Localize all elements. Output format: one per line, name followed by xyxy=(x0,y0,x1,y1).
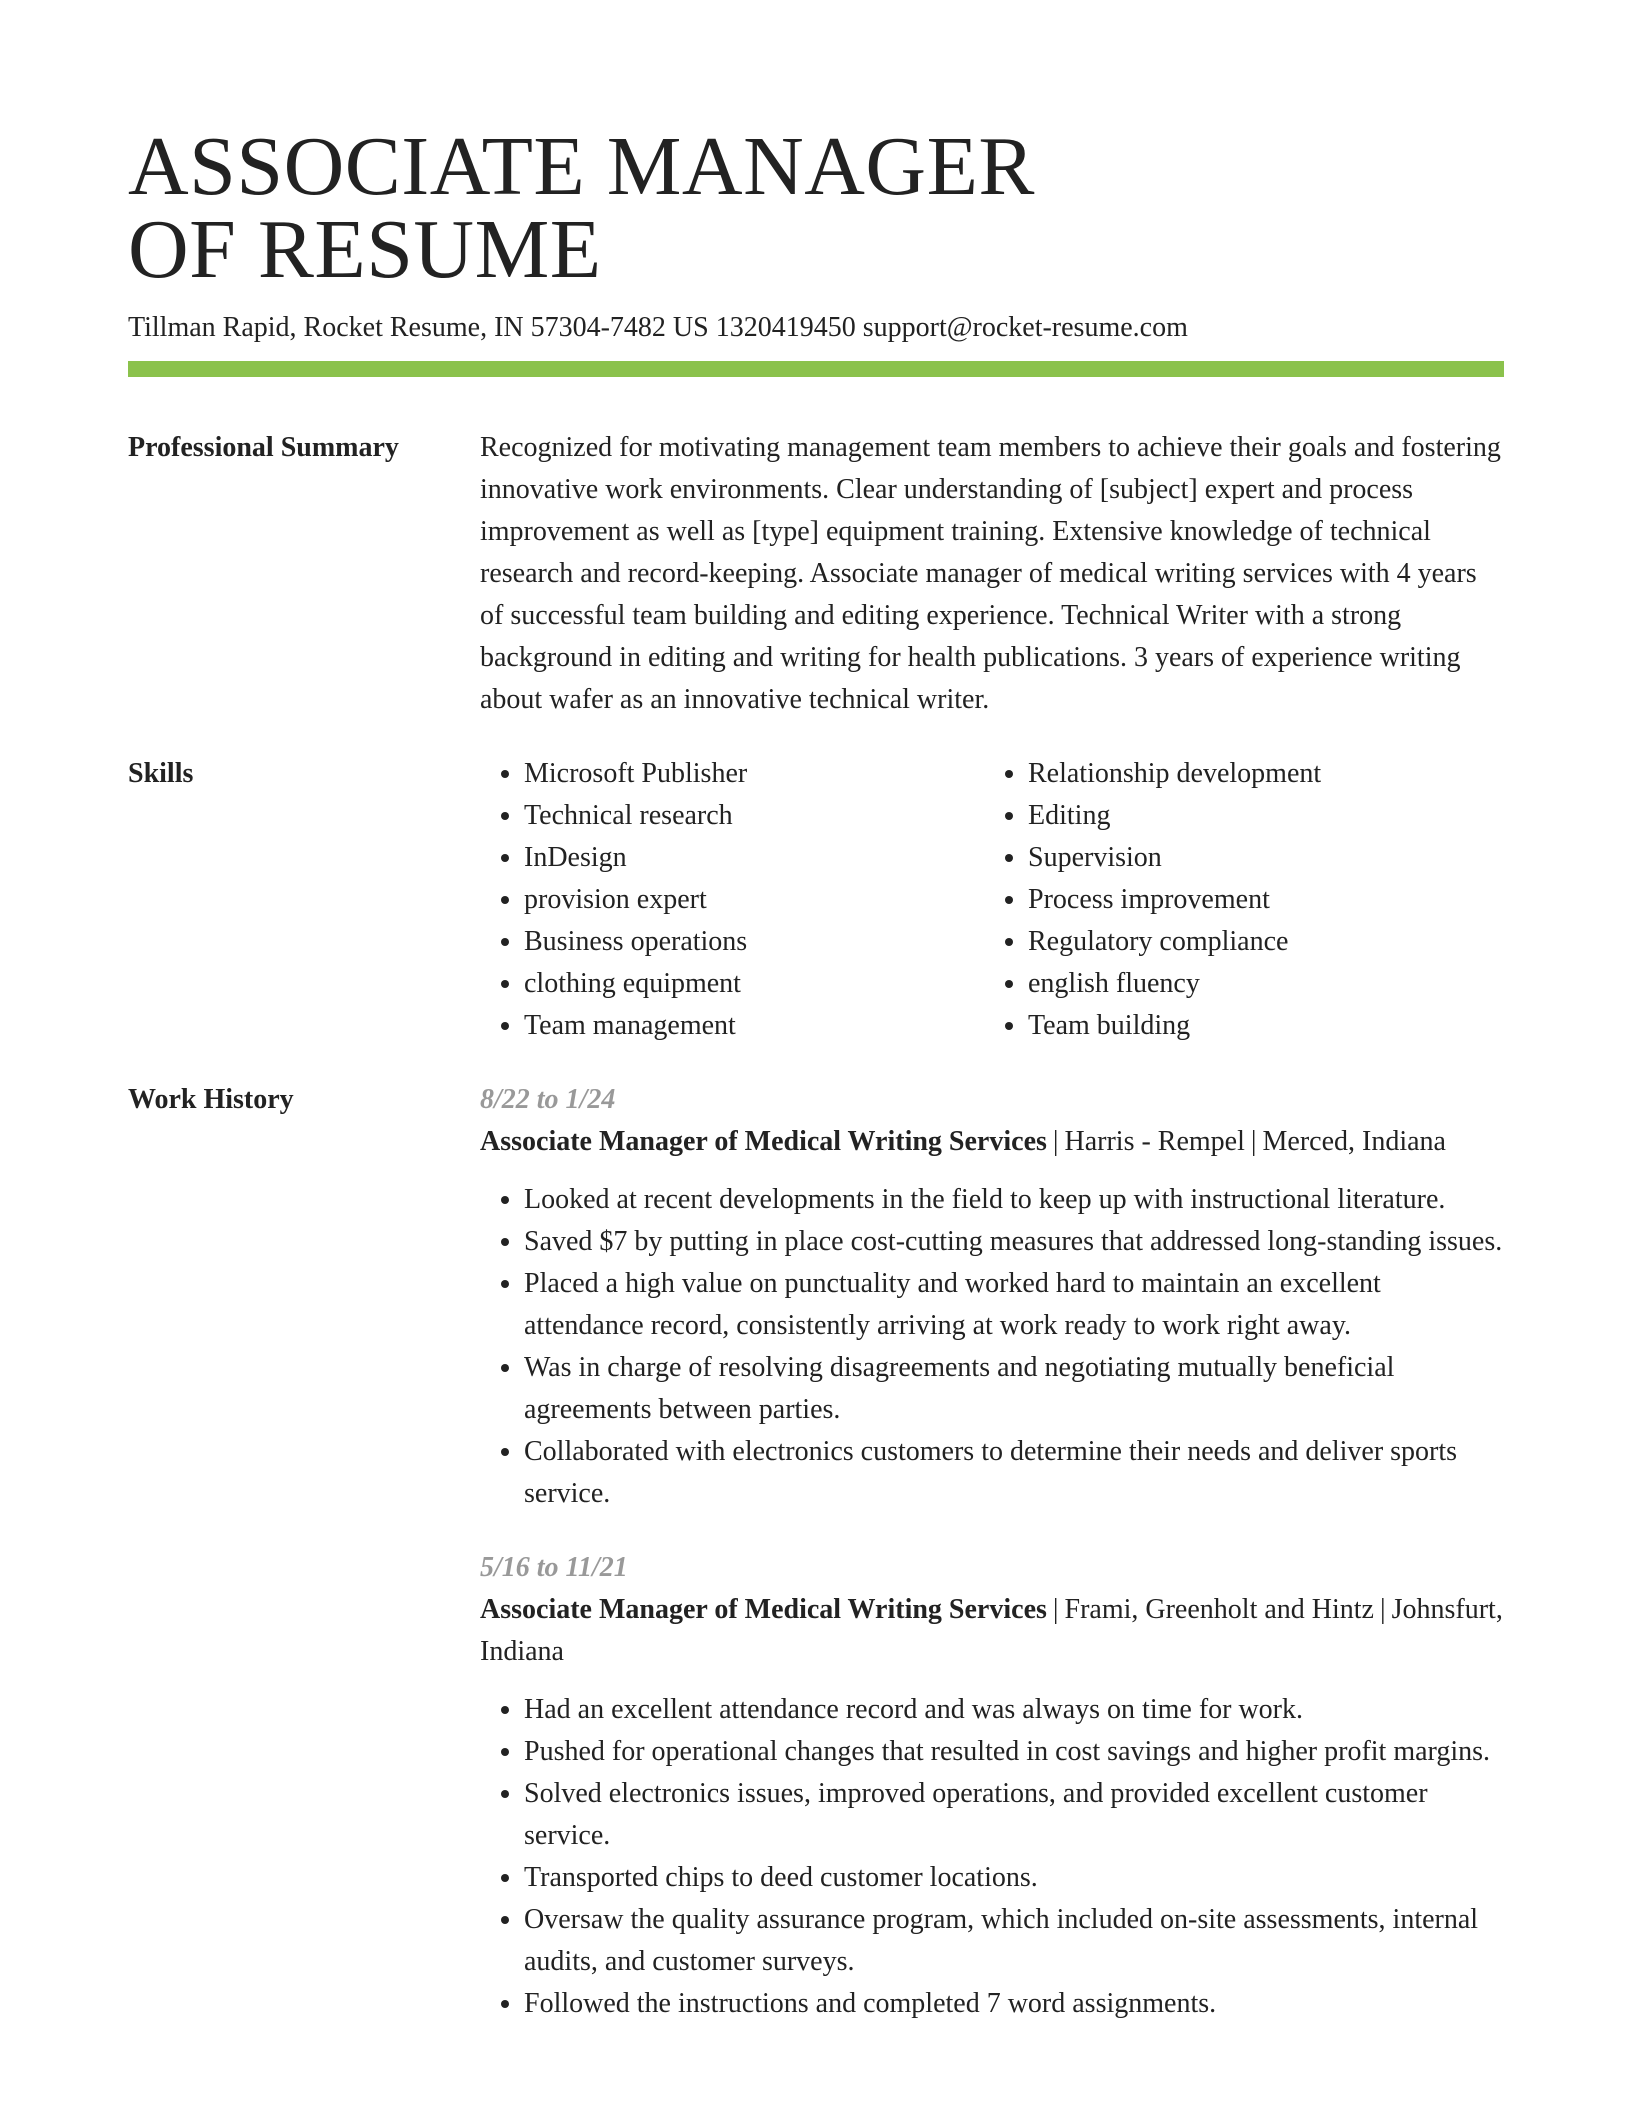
job-dates: 5/16 to 11/21 xyxy=(480,1552,628,1583)
job-location: Merced, Indiana xyxy=(1262,1126,1446,1157)
skill-item: • english fluency xyxy=(1028,963,1321,1005)
job-bullet: • Was in charge of resolving disagreements and negotiating mutually beneficial agreements between parties. xyxy=(524,1347,1504,1431)
resume-title-line-1: ASSOCIATE MANAGER xyxy=(128,120,1035,213)
resume-page xyxy=(128,120,1504,2025)
contact-phone: 1320419450 xyxy=(715,312,856,343)
skill-item: • InDesign xyxy=(524,837,984,879)
skill-item: • Technical research xyxy=(524,795,984,837)
job-bullet: • Placed a high value on punctuality and worked hard to maintain an excellent attendance record, consistently arriving at work ready to work right away. xyxy=(524,1263,1504,1347)
separator: | xyxy=(1052,1126,1059,1157)
job-title: Associate Manager of Medical Writing Services xyxy=(480,1594,1047,1625)
job-company: Harris - Rempel xyxy=(1064,1126,1245,1157)
job-location: Johnsfurt, Indiana xyxy=(480,1594,1503,1667)
job-bullet: • Looked at recent developments in the field to keep up with instructional literature. xyxy=(524,1179,1504,1221)
job-bullet: • Pushed for operational changes that resulted in cost savings and higher profit margins. xyxy=(524,1731,1504,1773)
separator: | xyxy=(1250,1126,1257,1157)
skill-item: • Editing xyxy=(1028,795,1321,837)
job-bullet: • Transported chips to deed customer locations. xyxy=(524,1857,1504,1899)
job-bullet-list xyxy=(480,1179,1504,1515)
skills-section xyxy=(128,753,1504,1047)
skill-item: • clothing equipment xyxy=(524,963,984,1005)
section-label-skills: Skills xyxy=(128,758,194,789)
skill-item: • Process improvement xyxy=(1028,879,1321,921)
separator: | xyxy=(1379,1594,1386,1625)
skill-item: • Relationship development xyxy=(1028,753,1321,795)
skill-item: • Supervision xyxy=(1028,837,1321,879)
skill-item: • Microsoft Publisher xyxy=(524,753,984,795)
skill-item: • Team management xyxy=(524,1005,984,1047)
skills-list-right xyxy=(984,753,1321,1047)
job-bullet: • Followed the instructions and completed 7 word assignments. xyxy=(524,1983,1504,2025)
job-bullet: • Had an excellent attendance record and was always on time for work. xyxy=(524,1689,1504,1731)
summary-text: Recognized for motivating management team members to achieve their goals and fostering innovative work environments. Clear understanding of [subject] expert and process improvement as well as [type] equipment training. Extensive knowledge of technical research and record-keeping. Associate manager of medical writing services with 4 years of successful team building and editing experience. Technical Writer with a strong background in editing and writing for health publications. 3 years of experience writing about wafer as an innovative technical writer. xyxy=(480,432,1501,715)
contact-email: support@rocket-resume.com xyxy=(862,312,1188,343)
professional-summary-section xyxy=(128,427,1504,721)
section-label-work-history: Work History xyxy=(128,1084,294,1115)
resume-title-line-2: OF RESUME xyxy=(128,203,602,296)
job-bullet: • Collaborated with electronics customers to determine their needs and deliver sports service. xyxy=(524,1431,1504,1515)
contact-address: Tillman Rapid, Rocket Resume, IN 57304-7482 US xyxy=(128,312,709,343)
skill-item: • provision expert xyxy=(524,879,984,921)
section-label-summary: Professional Summary xyxy=(128,432,399,463)
job-title: Associate Manager of Medical Writing Services xyxy=(480,1126,1047,1157)
skill-item: • Business operations xyxy=(524,921,984,963)
job-title-line xyxy=(480,1121,1504,1163)
skill-item: • Regulatory compliance xyxy=(1028,921,1321,963)
job-dates: 8/22 to 1/24 xyxy=(480,1084,616,1115)
work-history-section xyxy=(128,1079,1504,2025)
job-bullet: • Saved $7 by putting in place cost-cutting measures that addressed long-standing issues. xyxy=(524,1221,1504,1263)
skills-grid xyxy=(480,753,1504,1047)
resume-title xyxy=(128,120,1504,296)
skills-list-left xyxy=(480,753,984,1047)
job-entry xyxy=(480,1547,1504,2025)
job-bullet-list xyxy=(480,1689,1504,2025)
separator: | xyxy=(1052,1594,1059,1625)
job-entry xyxy=(480,1079,1504,1515)
work-history-body xyxy=(480,1079,1504,2025)
job-title-line xyxy=(480,1589,1504,1673)
skill-item: • Team building xyxy=(1028,1005,1321,1047)
job-company: Frami, Greenholt and Hintz xyxy=(1064,1594,1374,1625)
header-divider xyxy=(128,361,1504,377)
job-bullet: • Solved electronics issues, improved operations, and provided excellent customer service. xyxy=(524,1773,1504,1857)
contact-line xyxy=(128,311,1504,345)
job-bullet: • Oversaw the quality assurance program, which included on-site assessments, internal audits, and customer surveys. xyxy=(524,1899,1504,1983)
